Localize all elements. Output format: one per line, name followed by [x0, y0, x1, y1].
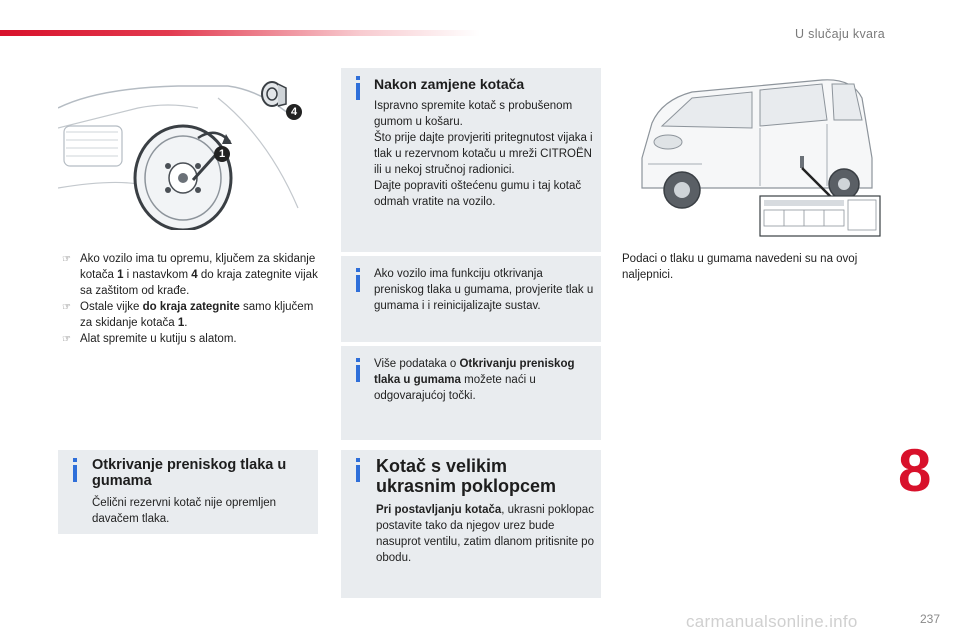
info-icon [356, 358, 360, 362]
wheel-bolt-illustration [58, 68, 320, 230]
box-title: Nakon zamjene kotača [374, 76, 525, 92]
box-title: Otkrivanje preniskog tlaka u gumama [92, 457, 287, 489]
box-body: Ispravno spremite kotač s probušenom gumom u košaru. Što prije dajte provjeriti pritegnutost vijaka i tlak u rezervnom kotaču u mreži CITROËN ili u nekoj stručnoj radionici. Dajte popraviti oštećenu gumu i taj kotač odmah vratite na vozilo. [374, 100, 593, 208]
info-box-more [341, 346, 601, 440]
box-body: Čelični rezervni kotač nije opremljen davačem tlaka. [92, 497, 277, 525]
callout-1: 1 [214, 146, 230, 162]
list-item: ☞ Ako vozilo ima tu opremu, ključem za skidanje kotača 1 i nastavkom 4 do kraja zategnite vijak sa zaštitom od krađe. [62, 253, 318, 297]
list-item: ☞ Alat spremite u kutiju s alatom. [62, 331, 322, 348]
tyre-label-caption: Podaci o tlaku u gumama navedeni su na ovoj naljepnici. [622, 253, 858, 281]
info-box-after-change [341, 68, 601, 252]
watermark: carmanualsonline.info [686, 612, 858, 631]
bullet-icon: ☞ [62, 254, 71, 265]
van-tyre-label-illustration [622, 68, 884, 240]
box-title: Kotač s velikim ukrasnim poklopcem [376, 456, 557, 496]
chapter-number: 8 [898, 437, 932, 504]
bullet-icon: ☞ [62, 302, 71, 313]
info-box-hubcap [341, 450, 601, 598]
bullet-icon: ☞ [62, 334, 71, 345]
list-item: ☞ Ostale vijke do kraja zategnite samo ključem za skidanje kotača 1. [62, 301, 314, 329]
box-body: Pri postavljanju kotača, ukrasni poklopac postavite tako da njegov urez bude nasuprot ventilu, zatim dlanom pritisnite po obodu. [376, 504, 594, 564]
box-body: Ako vozilo ima funkciju otkrivanja preniskog tlaka u gumama, provjerite tlak u gumama i i reinicijalizajte sustav. [374, 268, 594, 312]
page-number: 237 [919, 612, 940, 626]
header-accent-bar [0, 30, 480, 36]
instruction-list [62, 251, 322, 348]
box-body: Više podataka o Otkrivanju preniskog tlaka u gumama možete naći u odgovarajućoj točki. [374, 358, 575, 402]
info-box-reinit [341, 256, 601, 342]
callout-4: 4 [286, 104, 302, 120]
info-icon [356, 268, 360, 272]
info-icon [73, 458, 77, 462]
info-icon [356, 458, 360, 462]
info-box-tpms [58, 450, 318, 534]
section-title: U slučaju kvara [795, 27, 885, 41]
info-icon [356, 76, 360, 80]
